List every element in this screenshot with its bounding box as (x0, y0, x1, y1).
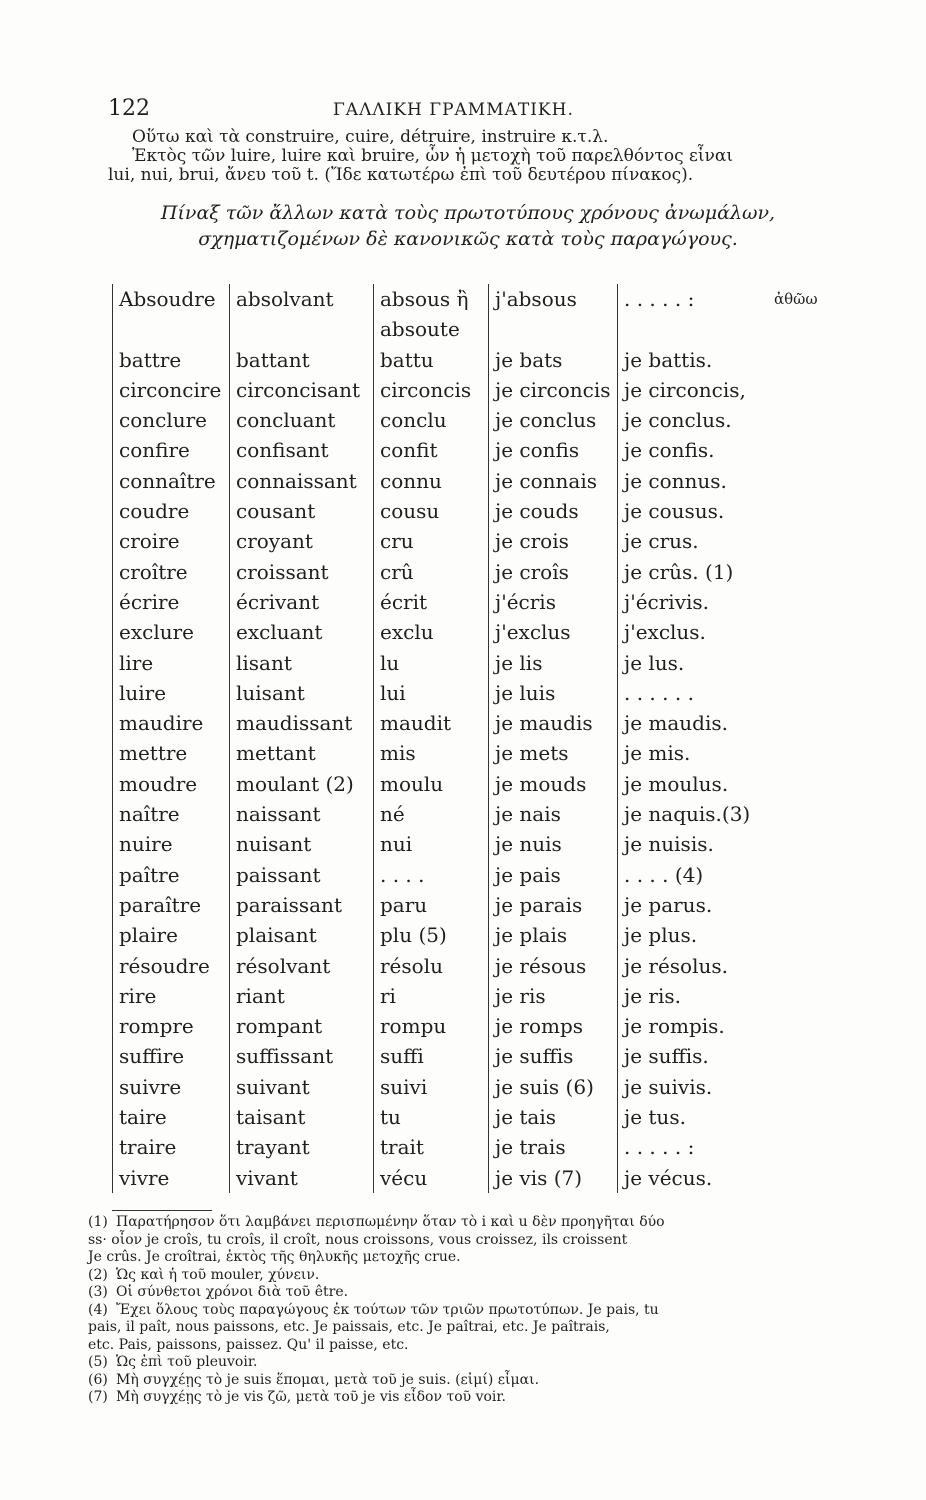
footnote-mark: (7) (88, 1389, 108, 1405)
footnote-text: Je crûs. Je croîtrai, ἐκτὸς τῆς θηλυκῆς μετοχῆς crue. (88, 1249, 461, 1265)
translation-cell (768, 435, 822, 465)
footnote-text: ss· οἷον je croîs, tu croîs, il croît, nous croissons, vous croissez, ils croissent (88, 1231, 628, 1248)
present-indicative-cell: je mouds (489, 769, 618, 799)
footnote-mark: (2) (88, 1266, 108, 1283)
table-row (113, 890, 823, 920)
present-participle-cell: écrivant (230, 587, 374, 617)
infinitive-cell: Absoudre (113, 284, 230, 314)
footnote-text: Ἔχει ὅλους τοὺς παραγώγους ἐκ τούτων τῶν τριῶν πρωτοτύπων. Je pais, tu (116, 1301, 659, 1318)
past-simple-cell: je crûs. (1) (618, 557, 769, 587)
past-simple-cell: je mis. (618, 738, 769, 768)
past-simple-cell: je crus. (618, 526, 769, 556)
translation-cell (768, 769, 822, 799)
past-participle-cell: paru (374, 890, 489, 920)
table-row (113, 617, 823, 647)
past-simple-cell: je circoncis, (618, 375, 769, 405)
past-participle-cell: cru (374, 526, 489, 556)
past-participle-cell: battu (374, 345, 489, 375)
footnote-line (88, 1319, 828, 1337)
past-simple-cell: j'écrivis. (618, 587, 769, 617)
footnote-text: Μὴ συγχέῃς τὸ je suis ἕπομαι, μετὰ τοῦ je suis. (εἰμί) εἶμαι. (116, 1371, 540, 1388)
past-participle-cell: trait (374, 1132, 489, 1162)
present-indicative-cell: je suis (6) (489, 1072, 618, 1102)
past-participle-cell: écrit (374, 587, 489, 617)
footnote-mark: (5) (88, 1354, 108, 1370)
present-indicative-cell: je conclus (489, 405, 618, 435)
present-indicative-cell: je luis (489, 678, 618, 708)
translation-cell (768, 951, 822, 981)
present-participle-cell: naissant (230, 799, 374, 829)
footnotes (88, 1214, 828, 1407)
table-row (113, 920, 823, 950)
translation-cell (768, 890, 822, 920)
page-number: 122 (108, 96, 150, 121)
infinitive-cell: confire (113, 435, 230, 465)
past-simple-cell: je parus. (618, 890, 769, 920)
present-participle-cell: circoncisant (230, 375, 374, 405)
table-row (113, 799, 823, 829)
table-row (113, 1163, 823, 1193)
infinitive-cell: taire (113, 1102, 230, 1132)
past-simple-cell: . . . . . . (618, 678, 769, 708)
table-row (113, 1011, 823, 1041)
present-participle-cell: moulant (2) (230, 769, 374, 799)
present-participle-cell: lisant (230, 648, 374, 678)
present-indicative-cell: je suffis (489, 1041, 618, 1071)
present-participle-cell: cousant (230, 496, 374, 526)
present-participle-cell: excluant (230, 617, 374, 647)
footnote-line (88, 1214, 828, 1232)
past-simple-cell: je tus. (618, 1102, 769, 1132)
present-indicative-cell: je crois (489, 526, 618, 556)
irregular-verbs-table (112, 284, 823, 1193)
translation-cell (768, 860, 822, 890)
infinitive-cell: paître (113, 860, 230, 890)
verb-table-wrap (112, 284, 824, 1193)
table-row (113, 981, 823, 1011)
intro-paragraph (108, 128, 828, 185)
table-row (113, 1132, 823, 1162)
intro-line: Οὕτω καὶ τὰ construire, cuire, détruire, instruire κ.τ.λ. (132, 127, 609, 147)
page-header (108, 96, 798, 126)
translation-cell (768, 799, 822, 829)
present-participle-cell: croissant (230, 557, 374, 587)
infinitive-cell (113, 314, 230, 344)
past-participle-cell: conclu (374, 405, 489, 435)
infinitive-cell: rompre (113, 1011, 230, 1041)
present-indicative-cell: je nais (489, 799, 618, 829)
past-simple-cell: je plus. (618, 920, 769, 950)
translation-cell (768, 1072, 822, 1102)
present-participle-cell: luisant (230, 678, 374, 708)
table-row (113, 678, 823, 708)
present-indicative-cell: je parais (489, 890, 618, 920)
footnote-line (88, 1302, 828, 1320)
intro-line: Ἐκτὸς τῶν luire, luire καὶ bruire, ὧν ἡ μετοχὴ τοῦ παρελθόντος εἶναι (132, 146, 733, 166)
present-indicative-cell: j'exclus (489, 617, 618, 647)
table-row (113, 284, 823, 314)
past-simple-cell: je rompis. (618, 1011, 769, 1041)
past-participle-cell: tu (374, 1102, 489, 1132)
present-indicative-cell: je circoncis (489, 375, 618, 405)
present-participle-cell: nuisant (230, 829, 374, 859)
footnote-line (88, 1389, 828, 1407)
past-simple-cell: je cousus. (618, 496, 769, 526)
caption-line: Πίναξ τῶν ἄλλων κατὰ τοὺς πρωτοτύπους χρόνους ἀνωμάλων, (160, 202, 776, 224)
present-indicative-cell: je romps (489, 1011, 618, 1041)
infinitive-cell: moudre (113, 769, 230, 799)
past-participle-cell: confit (374, 435, 489, 465)
table-row (113, 375, 823, 405)
past-simple-cell: je nuisis. (618, 829, 769, 859)
past-participle-cell: mis (374, 738, 489, 768)
translation-cell (768, 1132, 822, 1162)
translation-cell (768, 314, 822, 344)
table-row (113, 648, 823, 678)
present-indicative-cell: j'écris (489, 587, 618, 617)
present-indicative-cell: je couds (489, 496, 618, 526)
footnote-text: Οἱ σύνθετοι χρόνοι διὰ τοῦ être. (116, 1284, 349, 1300)
present-participle-cell: suivant (230, 1072, 374, 1102)
translation-cell (768, 1102, 822, 1132)
translation-cell (768, 708, 822, 738)
table-row (113, 708, 823, 738)
present-participle-cell: riant (230, 981, 374, 1011)
present-participle-cell: mettant (230, 738, 374, 768)
infinitive-cell: nuire (113, 829, 230, 859)
footnote-line (88, 1372, 828, 1390)
translation-cell (768, 1011, 822, 1041)
table-row (113, 738, 823, 768)
infinitive-cell: exclure (113, 617, 230, 647)
past-participle-cell: connu (374, 466, 489, 496)
present-indicative-cell: je croîs (489, 557, 618, 587)
table-row (113, 526, 823, 556)
present-participle-cell: plaisant (230, 920, 374, 950)
present-participle-cell: confisant (230, 435, 374, 465)
present-indicative-cell: je ris (489, 981, 618, 1011)
past-simple-cell: je ris. (618, 981, 769, 1011)
present-participle-cell: battant (230, 345, 374, 375)
past-simple-cell: je vécus. (618, 1163, 769, 1193)
table-row (113, 314, 823, 344)
translation-cell (768, 829, 822, 859)
present-participle-cell: concluant (230, 405, 374, 435)
present-participle-cell: résolvant (230, 951, 374, 981)
past-participle-cell: rompu (374, 1011, 489, 1041)
infinitive-cell: suffire (113, 1041, 230, 1071)
present-participle-cell: paissant (230, 860, 374, 890)
caption-line: σχηματιζομένων δὲ κανονικῶς κατὰ τοὺς παραγώγους. (198, 228, 738, 250)
present-indicative-cell: je bats (489, 345, 618, 375)
table-row (113, 496, 823, 526)
infinitive-cell: connaître (113, 466, 230, 496)
infinitive-cell: coudre (113, 496, 230, 526)
infinitive-cell: croire (113, 526, 230, 556)
infinitive-cell: écrire (113, 587, 230, 617)
past-participle-cell: cousu (374, 496, 489, 526)
past-simple-cell: j'exclus. (618, 617, 769, 647)
translation-cell: ἀθῶω (774, 290, 818, 308)
verb-table-body (113, 284, 823, 1193)
table-row (113, 1102, 823, 1132)
past-participle-cell: ri (374, 981, 489, 1011)
infinitive-cell: luire (113, 678, 230, 708)
past-participle-cell: vécu (374, 1163, 489, 1193)
footnote-mark: (3) (88, 1284, 108, 1300)
translation-cell (768, 1163, 822, 1193)
table-row (113, 587, 823, 617)
present-participle-cell: maudissant (230, 708, 374, 738)
translation-cell (768, 738, 822, 768)
past-participle-cell: lu (374, 648, 489, 678)
present-indicative-cell: je mets (489, 738, 618, 768)
translation-cell (768, 405, 822, 435)
past-simple-cell: je moulus. (618, 769, 769, 799)
present-participle-cell: croyant (230, 526, 374, 556)
present-indicative-cell: je tais (489, 1102, 618, 1132)
translation-cell (768, 920, 822, 950)
footnote-rule (112, 1210, 212, 1211)
past-participle-cell: moulu (374, 769, 489, 799)
present-indicative-cell: je maudis (489, 708, 618, 738)
table-row (113, 557, 823, 587)
present-participle-cell: connaissant (230, 466, 374, 496)
infinitive-cell: lire (113, 648, 230, 678)
infinitive-cell: naître (113, 799, 230, 829)
translation-cell (768, 466, 822, 496)
past-simple-cell: . . . . . : (618, 1132, 769, 1162)
infinitive-cell: mettre (113, 738, 230, 768)
infinitive-cell: battre (113, 345, 230, 375)
table-row (113, 951, 823, 981)
translation-cell (768, 1041, 822, 1071)
translation-cell (768, 981, 822, 1011)
past-simple-cell: . . . . . : (618, 284, 769, 314)
table-row (113, 769, 823, 799)
infinitive-cell: résoudre (113, 951, 230, 981)
past-participle-cell: . . . . (374, 860, 489, 890)
infinitive-cell: maudire (113, 708, 230, 738)
translation-cell (768, 496, 822, 526)
past-participle-cell: résolu (374, 951, 489, 981)
past-simple-cell: . . . . (4) (618, 860, 769, 890)
table-row (113, 829, 823, 859)
translation-cell (768, 345, 822, 375)
footnote-line (88, 1284, 828, 1302)
past-simple-cell: je battis. (618, 345, 769, 375)
intro-line: lui, nui, brui, ἄνευ τοῦ t. (Ἴδε κατωτέρω ἐπὶ τοῦ δευτέρου πίνακος). (108, 165, 694, 185)
present-participle-cell: absolvant (230, 284, 374, 314)
translation-cell (768, 678, 822, 708)
present-indicative-cell: je lis (489, 648, 618, 678)
infinitive-cell: croître (113, 557, 230, 587)
table-row (113, 1072, 823, 1102)
present-indicative-cell: j'absous (489, 284, 618, 314)
footnote-text: pais, il paît, nous paissons, etc. Je paissais, etc. Je paîtrai, etc. Je paîtrais, (88, 1319, 610, 1335)
past-simple-cell: je confis. (618, 435, 769, 465)
infinitive-cell: paraître (113, 890, 230, 920)
footnote-text: Ὡς καὶ ἡ τοῦ mouler, χύνειν. (116, 1266, 320, 1283)
footnote-mark: (4) (88, 1301, 108, 1318)
translation-cell (768, 648, 822, 678)
past-participle-cell: absous ἢ (374, 284, 489, 314)
infinitive-cell: circoncire (113, 375, 230, 405)
past-participle-cell: exclu (374, 617, 489, 647)
translation-cell (768, 617, 822, 647)
footnote-line (88, 1249, 828, 1267)
present-indicative-cell: je vis (7) (489, 1163, 618, 1193)
infinitive-cell: vivre (113, 1163, 230, 1193)
table-row (113, 466, 823, 496)
table-row (113, 1041, 823, 1071)
present-indicative-cell: je plais (489, 920, 618, 950)
translation-cell (768, 587, 822, 617)
table-caption (108, 200, 828, 252)
past-simple-cell: je résolus. (618, 951, 769, 981)
past-simple-cell: je naquis.(3) (618, 799, 769, 829)
past-simple-cell: je conclus. (618, 405, 769, 435)
footnote-line (88, 1354, 828, 1372)
present-participle-cell: trayant (230, 1132, 374, 1162)
present-indicative-cell: je pais (489, 860, 618, 890)
footnote-text: Μὴ συγχέῃς τὸ je vis ζῶ, μετὰ τοῦ je vis εἶδον τοῦ voir. (116, 1389, 506, 1405)
present-participle-cell: taisant (230, 1102, 374, 1132)
footnote-mark: (1) (88, 1214, 108, 1230)
table-row (113, 860, 823, 890)
past-participle-cell: circoncis (374, 375, 489, 405)
present-indicative-cell: je trais (489, 1132, 618, 1162)
present-indicative-cell: je résous (489, 951, 618, 981)
present-participle-cell (230, 314, 374, 344)
table-row (113, 435, 823, 465)
infinitive-cell: conclure (113, 405, 230, 435)
infinitive-cell: traire (113, 1132, 230, 1162)
past-participle-cell: suffi (374, 1041, 489, 1071)
present-participle-cell: vivant (230, 1163, 374, 1193)
translation-cell (768, 557, 822, 587)
translation-cell (768, 375, 822, 405)
translation-cell (768, 526, 822, 556)
table-row (113, 405, 823, 435)
footnote-text: Ὡς ἐπὶ τοῦ pleuvoir. (116, 1354, 258, 1370)
present-indicative-cell: je confis (489, 435, 618, 465)
past-participle-cell: né (374, 799, 489, 829)
past-participle-cell: nui (374, 829, 489, 859)
past-participle-cell: crû (374, 557, 489, 587)
present-participle-cell: suffissant (230, 1041, 374, 1071)
past-participle-cell: suivi (374, 1072, 489, 1102)
present-indicative-cell: je nuis (489, 829, 618, 859)
past-participle-cell: absoute (374, 314, 489, 344)
present-participle-cell: rompant (230, 1011, 374, 1041)
infinitive-cell: suivre (113, 1072, 230, 1102)
present-participle-cell: paraissant (230, 890, 374, 920)
past-simple-cell: je lus. (618, 648, 769, 678)
running-title: ΓΑΛΛΙΚΗ ΓΡΑΜΜΑΤΙΚΗ. (333, 100, 574, 120)
footnote-mark: (6) (88, 1371, 108, 1388)
footnote-line (88, 1232, 828, 1250)
present-indicative-cell (489, 314, 618, 344)
past-simple-cell: je maudis. (618, 708, 769, 738)
past-participle-cell: maudit (374, 708, 489, 738)
infinitive-cell: plaire (113, 920, 230, 950)
table-row (113, 345, 823, 375)
past-simple-cell: je suivis. (618, 1072, 769, 1102)
footnote-line (88, 1337, 828, 1355)
infinitive-cell: rire (113, 981, 230, 1011)
footnote-text: etc. Pais, paissons, paissez. Qu' il paisse, etc. (88, 1336, 409, 1353)
present-indicative-cell: je connais (489, 466, 618, 496)
past-participle-cell: lui (374, 678, 489, 708)
past-simple-cell: je suffis. (618, 1041, 769, 1071)
footnote-text: Παρατήρησον ὅτι λαμβάνει περισπωμένην ὅταν τὸ i καὶ u δὲν προηγῆται δύο (116, 1214, 665, 1230)
footnote-line (88, 1267, 828, 1285)
past-simple-cell: je connus. (618, 466, 769, 496)
past-simple-cell (618, 314, 769, 344)
past-participle-cell: plu (5) (374, 920, 489, 950)
